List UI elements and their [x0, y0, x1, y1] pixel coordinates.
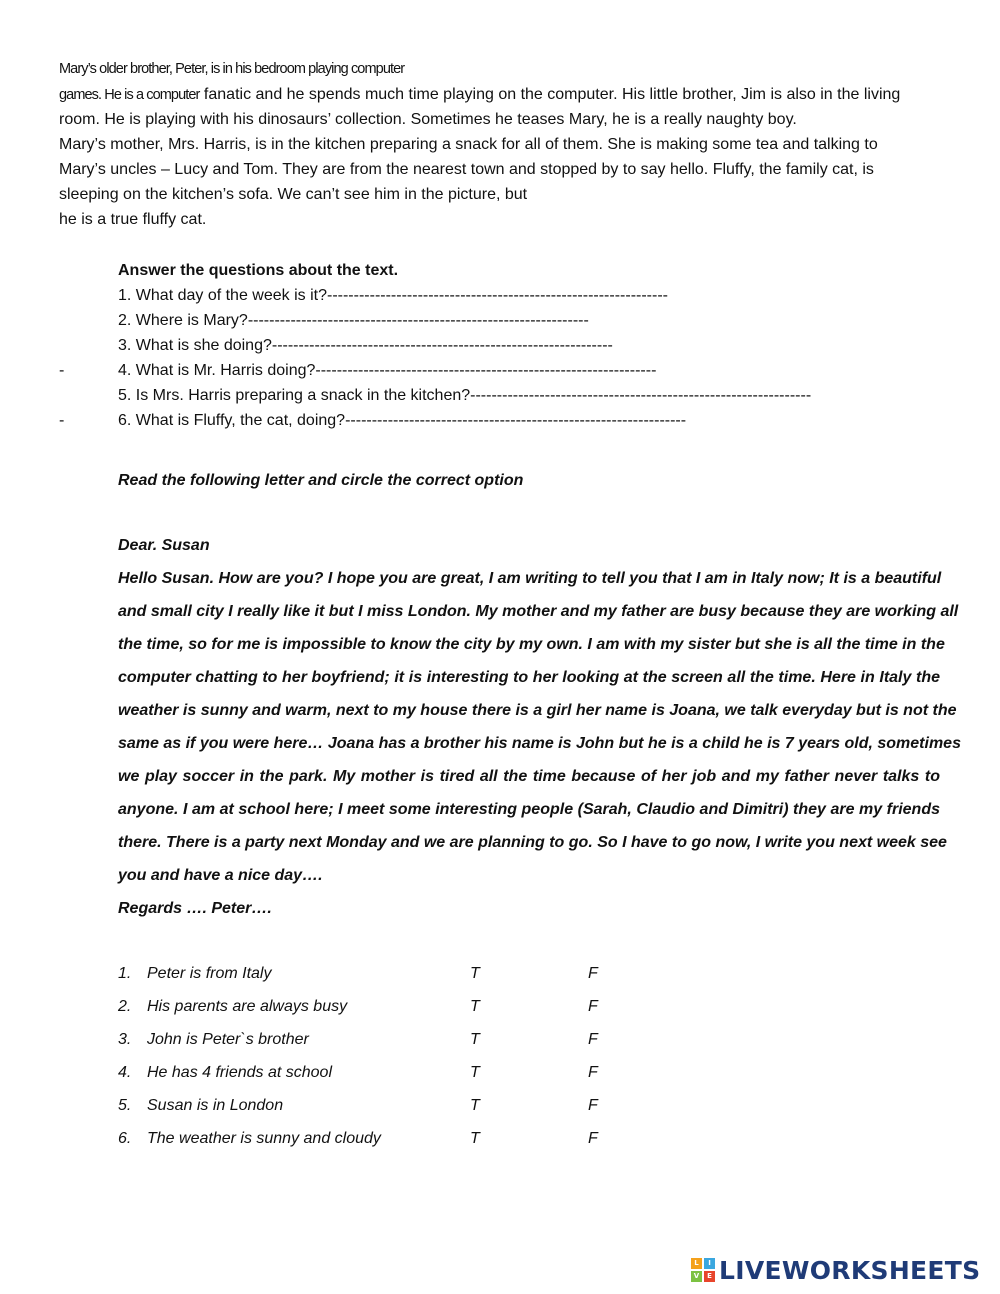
true-option[interactable]: T — [470, 1064, 480, 1081]
letter-line: the time, so for me is impossible to know the city by my own. I am with my sister but she is all the time in the — [118, 636, 945, 653]
statement-number: 3. — [118, 1031, 132, 1048]
liveworksheets-logo — [691, 1256, 980, 1284]
question-item: 4. What is Mr. Harris doing?---------------------------------------------------------------- — [118, 362, 657, 379]
false-option[interactable]: F — [588, 998, 598, 1015]
statement-number: 2. — [118, 998, 132, 1015]
intro-line-3: room. He is playing with his dinosaurs’ collection. Sometimes he teases Mary, he is a really naughty boy. — [59, 111, 797, 128]
intro-line-2-condensed: games. He is a computer — [59, 87, 200, 103]
true-option[interactable]: T — [470, 1097, 480, 1114]
letter-line: there. There is a party next Monday and we are planning to go. So I have to go now, I write you next week see — [118, 834, 947, 851]
statement-number: 6. — [118, 1130, 132, 1147]
letter-line: weather is sunny and warm, next to my house there is a girl her name is Joana, we talk everyday but is not the — [118, 702, 957, 719]
statement-number: 1. — [118, 965, 132, 982]
logo-tile: V — [691, 1271, 702, 1282]
logo-tile: E — [704, 1271, 715, 1282]
logo-tile: I — [704, 1258, 715, 1269]
statement-text: The weather is sunny and cloudy — [147, 1130, 381, 1147]
question-item: 2. Where is Mary?---------------------------------------------------------------- — [118, 312, 589, 329]
letter-salutation: Dear. Susan — [118, 537, 210, 554]
letter-instruction: Read the following letter and circle the correct option — [118, 472, 524, 489]
false-option[interactable]: F — [588, 965, 598, 982]
false-option[interactable]: F — [588, 1097, 598, 1114]
letter-line: we play soccer in the park. My mother is tired all the time because of her job and my father never talks to — [118, 768, 940, 785]
letter-line: same as if you were here… Joana has a brother his name is John but he is a child he is 7 years old, sometimes — [118, 735, 961, 752]
intro-line-7: he is a true fluffy cat. — [59, 211, 207, 228]
statement-number: 5. — [118, 1097, 132, 1114]
question-item: 6. What is Fluffy, the cat, doing?---------------------------------------------------------------- — [118, 412, 687, 429]
intro-line-1: Mary’s older brother, Peter, is in his bedroom playing computer — [59, 61, 405, 77]
question-item: 1. What day of the week is it?---------------------------------------------------------------- — [118, 287, 668, 304]
false-option[interactable]: F — [588, 1130, 598, 1147]
letter-line: and small city I really like it but I miss London. My mother and my father are busy because they are working all — [118, 603, 959, 620]
question-item: 5. Is Mrs. Harris preparing a snack in the kitchen?---------------------------------------------------------------- — [118, 387, 812, 404]
logo-tile: L — [691, 1258, 702, 1269]
intro-line-5: Mary’s uncles – Lucy and Tom. They are from the nearest town and stopped by to say hello. Fluffy, the family cat, is — [59, 161, 874, 178]
question-item: 3. What is she doing?---------------------------------------------------------------- — [118, 337, 613, 354]
intro-line-6: sleeping on the kitchen’s sofa. We can’t see him in the picture, but — [59, 186, 528, 203]
letter-closing: Regards …. Peter…. — [118, 900, 272, 917]
intro-line-2 — [59, 86, 900, 104]
letter-line: Hello Susan. How are you? I hope you are great, I am writing to tell you that I am in Italy now; It is a beautiful — [118, 570, 942, 587]
logo-tiles-icon — [691, 1258, 715, 1282]
true-option[interactable]: T — [470, 1031, 480, 1048]
statement-text: Susan is in London — [147, 1097, 284, 1114]
true-option[interactable]: T — [470, 965, 480, 982]
statement-text: He has 4 friends at school — [147, 1064, 332, 1081]
statement-text: John is Peter`s brother — [147, 1031, 309, 1048]
logo-text: LIVEWORKSHEETS — [719, 1255, 981, 1285]
true-option[interactable]: T — [470, 1130, 480, 1147]
letter-line: anyone. I am at school here; I meet some interesting people (Sarah, Claudio and Dimitri) they are my friends — [118, 801, 940, 818]
letter-line: computer chatting to her boyfriend; it is interesting to her looking at the screen all the time. Here in Italy the — [118, 669, 940, 686]
questions-heading: Answer the questions about the text. — [118, 262, 399, 279]
statement-text: Peter is from Italy — [147, 965, 272, 982]
false-option[interactable]: F — [588, 1031, 598, 1048]
question-bullet: - — [59, 412, 65, 429]
true-option[interactable]: T — [470, 998, 480, 1015]
intro-line-4: Mary’s mother, Mrs. Harris, is in the kitchen preparing a snack for all of them. She is making some tea and talking to — [59, 136, 878, 153]
question-bullet: - — [59, 362, 65, 379]
false-option[interactable]: F — [588, 1064, 598, 1081]
letter-line: you and have a nice day…. — [118, 867, 323, 884]
statement-text: His parents are always busy — [147, 998, 348, 1015]
intro-line-2-rest: fanatic and he spends much time playing on the computer. His little brother, Jim is also in the living — [199, 86, 901, 103]
statement-number: 4. — [118, 1064, 132, 1081]
